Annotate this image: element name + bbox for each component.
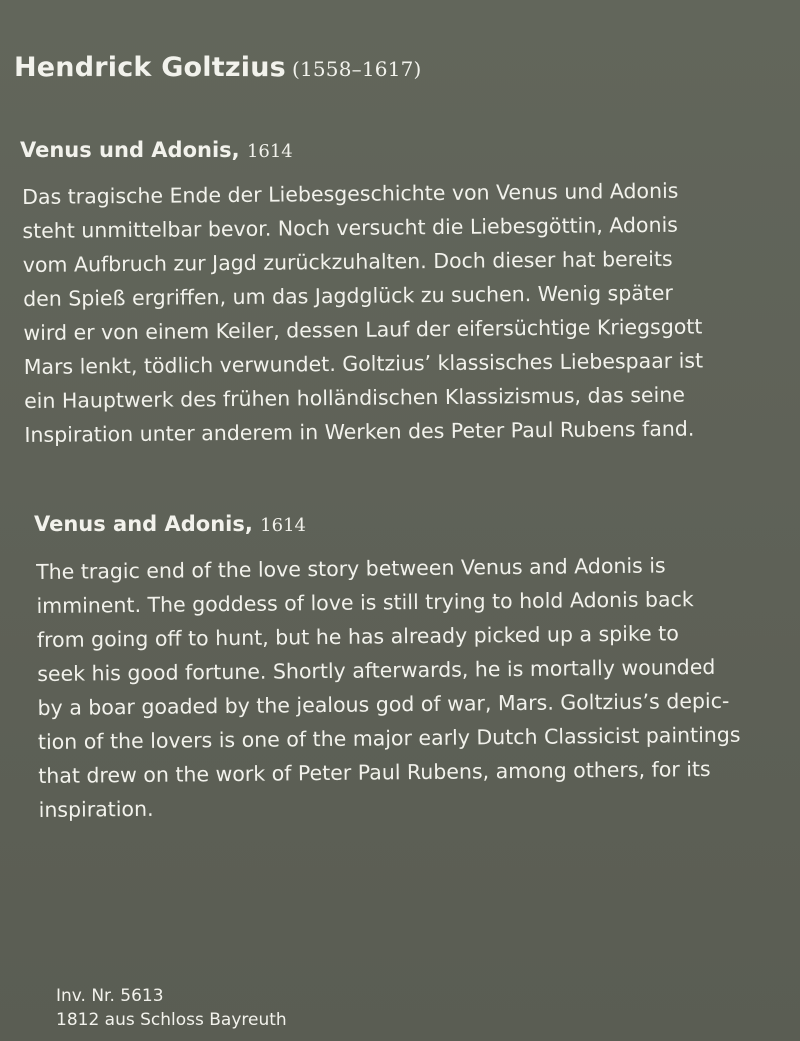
english-line: that drew on the work of Peter Paul Rubens, among others, for its — [38, 756, 711, 788]
german-line: vom Aufbruch zur Jagd zurückzuhalten. Doch dieser hat bereits — [22, 246, 673, 277]
english-line: tion of the lovers is one of the major early Dutch Classicist paintings — [37, 722, 741, 754]
english-line: The tragic end of the love story between Venus and Adonis is — [36, 553, 666, 584]
artist-name: Hendrick Goltzius — [14, 52, 286, 83]
english-title-text: Venus and Adonis, — [34, 512, 253, 536]
inventory-number: Inv. Nr. 5613 — [56, 986, 164, 1006]
english-line: inspiration. — [38, 796, 154, 822]
footer-info — [56, 984, 287, 1032]
provenance-note: 1812 aus Schloss Bayreuth — [56, 1010, 287, 1030]
english-title — [34, 512, 306, 536]
english-title-year: 1614 — [260, 515, 306, 536]
english-line: from going off to hunt, but he has already picked up a spike to — [36, 621, 679, 652]
german-title — [20, 138, 293, 162]
german-line: wird er von einem Keiler, dessen Lauf der eifersüchtige Kriegsgott — [23, 314, 703, 345]
german-line: den Spieß ergriffen, um das Jagdglück zu suchen. Wenig später — [23, 280, 674, 311]
german-line: Inspiration unter anderem in Werken des Peter Paul Rubens fand. — [24, 416, 695, 447]
german-line: Das tragische Ende der Liebesgeschichte von Venus und Adonis — [22, 178, 679, 209]
artist-years: (1558–1617) — [291, 57, 422, 81]
english-line: imminent. The goddess of love is still trying to hold Adonis back — [36, 587, 694, 618]
english-description — [36, 548, 741, 827]
german-line: steht unmittelbar bevor. Noch versucht die Liebesgöttin, Adonis — [22, 212, 679, 243]
german-description — [22, 173, 704, 452]
english-line: seek his good fortune. Shortly afterwards, he is mortally wounded — [37, 654, 716, 686]
german-line: ein Hauptwerk des frühen holländischen Klassizismus, das seine — [24, 382, 686, 413]
english-line: by a boar goaded by the jealous god of war, Mars. Goltzius’s depic- — [37, 688, 730, 720]
german-line: Mars lenkt, tödlich verwundet. Goltzius’ klassisches Liebespaar ist — [23, 348, 704, 379]
german-title-year: 1614 — [246, 141, 293, 162]
artist-heading — [14, 52, 422, 83]
german-title-text: Venus und Adonis, — [20, 138, 240, 162]
